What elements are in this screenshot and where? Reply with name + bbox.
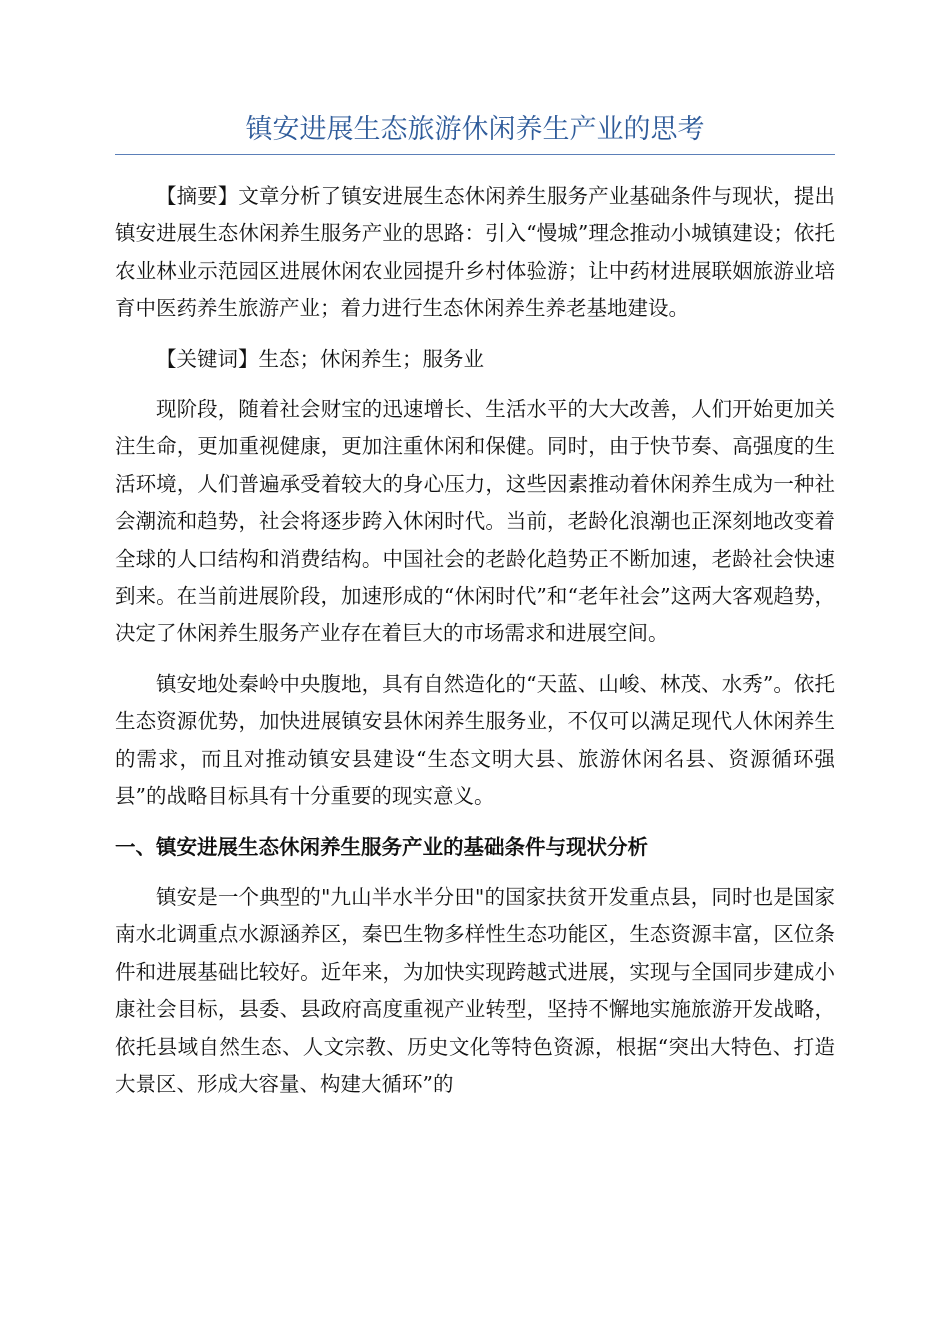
abstract-paragraph: 【摘要】文章分析了镇安进展生态休闲养生服务产业基础条件与现状，提出镇安进展生态休闲养生服务产业的思路：引入“慢城”理念推动小城镇建设；依托农业林业示范园区进展休闲农业园提升乡村体验游；让中药材进展联姻旅游业培育中医药养生旅游产业；着力进行生态休闲养生养老基地建设。: [115, 184, 835, 321]
title-underline: [115, 154, 835, 155]
document-body: [115, 178, 835, 1103]
section-paragraph: 镇安是一个典型的"九山半水半分田"的国家扶贫开发重点县，同时也是国家南水北调重点水源涵养区，秦巴生物多样性生态功能区，生态资源丰富，区位条件和进展基础比较好。近年来，为加快实现跨越式进展，实现与全国同步建成小康社会目标，县委、县政府高度重视产业转型，坚持不懈地实施旅游开发战略，依托县域自然生态、人文宗教、历史文化等特色资源，根据“突出大特色、打造大景区、形成大容量、构建大循环”的: [115, 884, 835, 1096]
keywords-paragraph: 【关键词】生态；休闲养生；服务业: [156, 346, 484, 371]
section-heading: 一、镇安进展生态休闲养生服务产业的基础条件与现状分析: [115, 834, 648, 859]
body-paragraph: 镇安地处秦岭中央腹地，具有自然造化的“天蓝、山峻、林茂、水秀”。依托生态资源优势，加快进展镇安县休闲养生服务业，不仅可以满足现代人休闲养生的需求，而且对推动镇安县建设“生态文明大县、旅游休闲名县、资源循环强县”的战略目标具有十分重要的现实意义。: [115, 671, 835, 809]
document-title: 镇安进展生态旅游休闲养生产业的思考: [245, 114, 705, 145]
body-paragraph: 现阶段，随着社会财宝的迅速增长、生活水平的大大改善，人们开始更加关注生命，更加重视健康，更加注重休闲和保健。同时，由于快节奏、高强度的生活环境，人们普遍承受着较大的身心压力，这些因素推动着休闲养生成为一种社会潮流和趋势，社会将逐步跨入休闲时代。当前，老龄化浪潮也正深刻地改变着全球的人口结构和消费结构。中国社会的老龄化趋势正不断加速，老龄社会快速到来。在当前进展阶段，加速形成的“休闲时代”和“老年社会”这两大客观趋势，决定了休闲养生服务产业存在着巨大的市场需求和进展空间。: [115, 397, 835, 646]
